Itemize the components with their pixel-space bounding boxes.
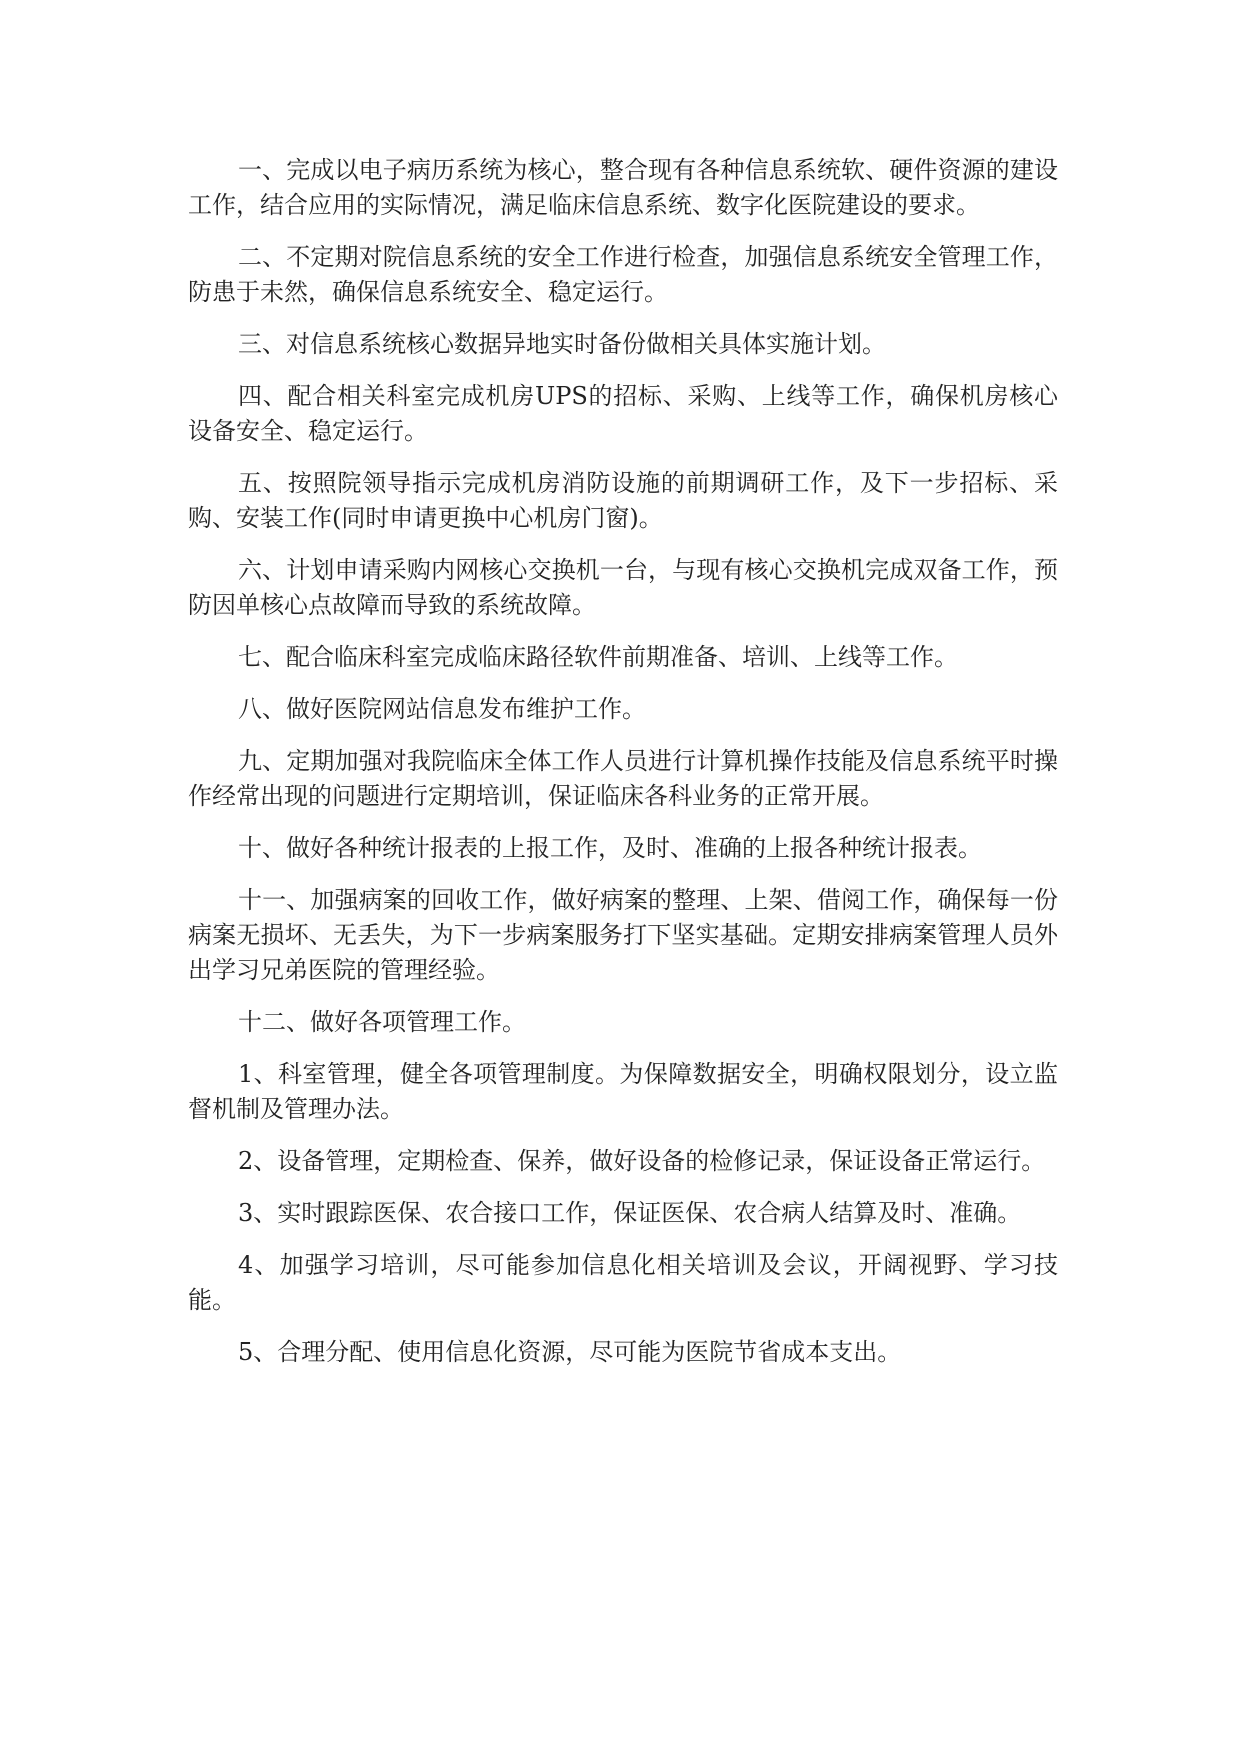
paragraph-4: 四、配合相关科室完成机房UPS的招标、采购、上线等工作，确保机房核心设备安全、稳定运行。: [188, 382, 1058, 445]
paragraph-3: 三、对信息系统核心数据异地实时备份做相关具体实施计划。: [238, 330, 886, 358]
paragraph-9: 九、定期加强对我院临床全体工作人员进行计算机操作技能及信息系统平时操作经常出现的问题进行定期培训，保证临床各科业务的正常开展。: [188, 747, 1058, 810]
paragraph-14: 2、设备管理，定期检查、保养，做好设备的检修记录，保证设备正常运行。: [238, 1147, 1046, 1175]
paragraph-15: 3、实时跟踪医保、农合接口工作，保证医保、农合病人结算及时、准确。: [238, 1199, 1022, 1227]
paragraph-17: 5、合理分配、使用信息化资源，尽可能为医院节省成本支出。: [238, 1338, 902, 1366]
paragraph-1: 一、完成以电子病历系统为核心，整合现有各种信息系统软、硬件资源的建设工作，结合应用的实际情况，满足临床信息系统、数字化医院建设的要求。: [188, 156, 1058, 219]
paragraph-11: 十一、加强病案的回收工作，做好病案的整理、上架、借阅工作，确保每一份病案无损坏、无丢失，为下一步病案服务打下坚实基础。定期安排病案管理人员外出学习兄弟医院的管理经验。: [188, 886, 1058, 984]
paragraph-2: 二、不定期对院信息系统的安全工作进行检查，加强信息系统安全管理工作，防患于未然，确保信息系统安全、稳定运行。: [188, 243, 1058, 306]
paragraph-5: 五、按照院领导指示完成机房消防设施的前期调研工作，及下一步招标、采购、安装工作(同时申请更换中心机房门窗)。: [188, 469, 1058, 532]
paragraph-12: 十二、做好各项管理工作。: [238, 1008, 526, 1036]
paragraph-10: 十、做好各种统计报表的上报工作，及时、准确的上报各种统计报表。: [238, 834, 982, 862]
paragraph-8: 八、做好医院网站信息发布维护工作。: [238, 695, 646, 723]
paragraph-6: 六、计划申请采购内网核心交换机一台，与现有核心交换机完成双备工作，预防因单核心点故障而导致的系统故障。: [188, 556, 1058, 619]
paragraph-13: 1、科室管理，健全各项管理制度。为保障数据安全，明确权限划分，设立监督机制及管理办法。: [188, 1060, 1058, 1123]
paragraph-16: 4、加强学习培训，尽可能参加信息化相关培训及会议，开阔视野、学习技能。: [188, 1251, 1058, 1314]
document-body: [188, 153, 1058, 1387]
paragraph-7: 七、配合临床科室完成临床路径软件前期准备、培训、上线等工作。: [238, 643, 958, 671]
